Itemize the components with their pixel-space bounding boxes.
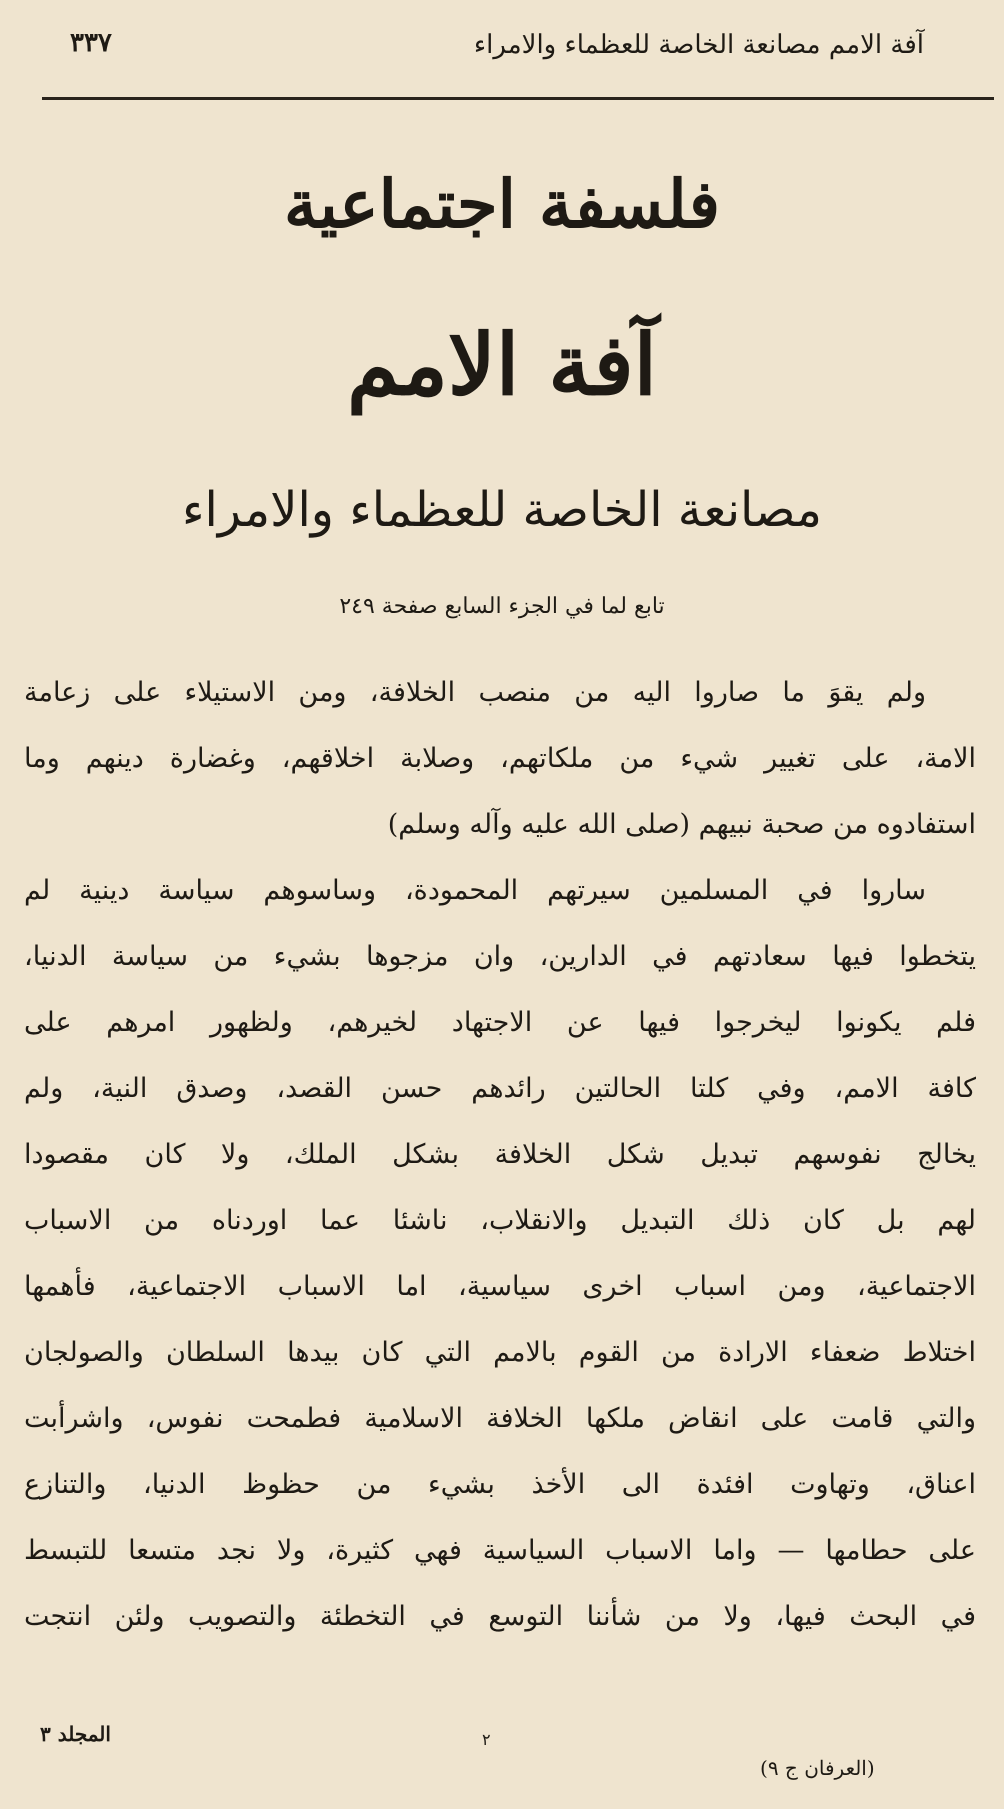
page-header — [50, 22, 954, 82]
continuation-note: تابع لما في الجزء السابع صفحة ٢٤٩ — [339, 594, 665, 619]
body-line: في البحث فيها، ولا من شأننا التوسع في التخطئة والتصويب ولئن انتجت — [24, 1601, 976, 1632]
body-line: ساروا في المسلمين سيرتهم المحمودة، وساسوهم سياسة دينية لم — [24, 875, 926, 906]
body-line: اعناق، وتهاوت افئدة الى الأخذ بشيء من حظوظ الدنيا، والتنازع — [24, 1469, 976, 1500]
running-title: آفة الامم مصانعة الخاصة للعظماء والامراء — [473, 30, 924, 60]
body-line: يخالج نفوسهم تبديل شكل الخلافة بشكل الملك، ولا كان مقصودا — [24, 1139, 976, 1170]
body-line: كافة الامم، وفي كلتا الحالتين رائدهم حسن القصد، وصدق النية، ولم — [24, 1073, 976, 1104]
article-subtitle: مصانعة الخاصة للعظماء والامراء — [181, 482, 823, 538]
body-line: الاجتماعية، ومن اسباب اخرى سياسية، اما الاسباب الاجتماعية، فأهمها — [24, 1271, 976, 1302]
body-line: يتخطوا فيها سعادتهم في الدارين، وان مزجوها بشيء من سياسة الدنيا، — [24, 941, 976, 972]
body-line: على حطامها — واما الاسباب السياسية فهي كثيرة، ولا نجد متسعا للتبسط — [24, 1535, 976, 1566]
body-line: والتي قامت على انقاض ملكها الخلافة الاسلامية فطمحت نفوس، واشرأبت — [24, 1403, 976, 1434]
page-number: ٣٣٧ — [70, 28, 112, 58]
page-footer — [0, 1722, 1004, 1802]
volume-label: المجلد ٣ — [40, 1722, 111, 1746]
section-title: فلسفة اجتماعية — [283, 165, 721, 243]
body-line: لهم بل كان ذلك التبديل والانقلاب، ناشئا عما اوردناه من الاسباب — [24, 1205, 976, 1236]
body-line: استفادوه من صحبة نبيهم (صلى الله عليه وآله وسلم) — [387, 809, 976, 840]
article-title: آفة الامم — [347, 315, 657, 414]
body-line: فلم يكونوا ليخرجوا فيها عن الاجتهاد لخيرهم، ولظهور امرهم على — [24, 1007, 976, 1038]
header-divider — [42, 97, 994, 100]
journal-label: (العرفان ج ٩) — [760, 1756, 875, 1780]
signature-mark: ٢ — [482, 1730, 491, 1749]
body-line: اختلاط ضعفاء الارادة من القوم بالامم التي كان بيدها السلطان والصولجان — [24, 1337, 976, 1368]
body-line: الامة، على تغيير شيء من ملكاتهم، وصلابة اخلاقهم، وغضارة دينهم وما — [24, 743, 976, 774]
body-line: ولم يقوَ ما صاروا اليه من منصب الخلافة، ومن الاستيلاء على زعامة — [24, 677, 926, 708]
article-body — [24, 660, 976, 1650]
